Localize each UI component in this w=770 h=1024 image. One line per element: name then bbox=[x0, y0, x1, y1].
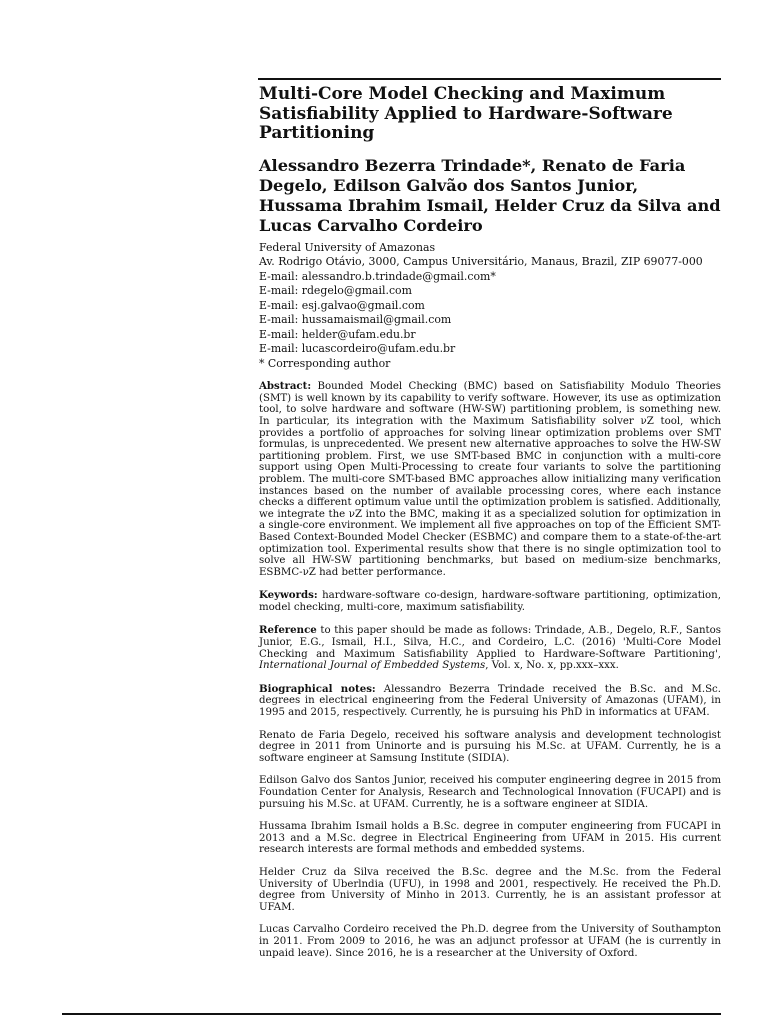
bio-label: Biographical notes: bbox=[259, 682, 376, 695]
bio-trindade-text: Alessandro Bezerra Trindade received the B.Sc. and M.Sc. degrees in electrical engineering from the Federal University of Amazonas (UFAM), in 1995 and 2015, respectively. Currently, he is pursuing his PhD in informatics at UFAM. bbox=[259, 683, 721, 719]
author-list: Alessandro Bezerra Trindade*, Renato de Faria Degelo, Edilson Galvão dos Santos Junior, Hussama Ibrahim Ismail, Helder Cruz da Silva and Lucas Carvalho Cordeiro bbox=[259, 155, 721, 236]
email-degelo: E-mail: rdegelo@gmail.com bbox=[259, 284, 412, 298]
bio-silva: Helder Cruz da Silva received the B.Sc. degree and the M.Sc. from the Federal University of Uberlndia (UFU), in 1998 and 2001, respectively. He received the Ph.D. degree from University of Minho in 2013. Currently, he is an assistant professor at UFAM. bbox=[259, 866, 721, 913]
corresponding-author-note: * Corresponding author bbox=[259, 356, 391, 370]
affiliation-address: Av. Rodrigo Otávio, 3000, Campus Universitário, Manaus, Brazil, ZIP 69077-000 bbox=[259, 255, 703, 269]
abstract-label: Abstract: bbox=[259, 380, 312, 393]
affiliation-block bbox=[259, 241, 721, 372]
reference-volume: , Vol. x, No. x, pp.xxx–xxx. bbox=[485, 660, 619, 672]
bio-galvao: Edilson Galvo dos Santos Junior, received his computer engineering degree in 2015 from Foundation Center for Analysis, Research and Technological Innovation (FUCAPI) and is pursuing his M.Sc. at UFAM. Currently, he is a software engineer at SIDIA. bbox=[259, 775, 721, 810]
paper-first-page bbox=[259, 85, 721, 959]
email-trindade: E-mail: alessandro.b.trindade@gmail.com* bbox=[259, 269, 496, 283]
email-cordeiro: E-mail: lucascordeiro@ufam.edu.br bbox=[259, 342, 456, 356]
reference-text: to this paper should be made as follows: Trindade, A.B., Degelo, R.F., Santos Junior, E.G., Ismail, H.I., Silva, H.C., and Cordeiro, L.C. (2016) 'Multi-Core Model Checking and Maximum Satisfiability Applied to Hardware-Software Partitioning', bbox=[259, 625, 721, 660]
bio-degelo: Renato de Faria Degelo, received his software analysis and development technologist degree in 2011 from Uninorte and is pursuing his M.Sc. at UFAM. Currently, he is a software engineer at Samsung Institute (SIDIA). bbox=[259, 729, 721, 764]
reference-journal: International Journal of Embedded Systems bbox=[259, 660, 486, 672]
abstract-text: Bounded Model Checking (BMC) based on Satisfiability Modulo Theories (SMT) is well known by its capability to verify software. However, its use as optimization tool, to solve hardware and software (HW-SW) partitioning problem, is something new. In particular, its integration with the Maximum Satisfiability solver νZ tool, which provides a portfolio of approaches for solving linear optimization problems over SMT formulas, is unprecedented. We present new alternative approaches to solve the HW-SW partitioning problem. First, we use SMT-based BMC in conjunction with a multi-core support using Open Multi-Processing to create four variants to solve the partitioning problem. The multi-core SMT-based BMC approaches allow initializing many verification instances based on the number of available processing cores, where each instance checks a different optimum value until the optimization problem is satisfied. Additionally, we integrate the νZ into the BMC, making it as a specialized solution for optimization in a single-core environment. We implement all five approaches on top of the Efficient SMT-Based Context-Bounded Model Checker (ESBMC) and compare them to a state-of-the-art optimization tool. Experimental results show that there is no single optimization tool to solve all HW-SW partitioning benchmarks, but based on medium-size benchmarks, ESBMC-νZ had better performance. bbox=[259, 381, 721, 578]
abstract bbox=[259, 381, 721, 578]
reference-label: Reference bbox=[259, 624, 317, 637]
affiliation-university: Federal University of Amazonas bbox=[259, 240, 436, 254]
bio-trindade bbox=[259, 684, 721, 719]
bottom-rule bbox=[62, 1013, 721, 1015]
paper-title: Multi-Core Model Checking and Maximum Satisfiability Applied to Hardware-Software Partitioning bbox=[259, 84, 673, 143]
email-galvao: E-mail: esj.galvao@gmail.com bbox=[259, 298, 425, 312]
bio-ismail: Hussama Ibrahim Ismail holds a B.Sc. degree in computer engineering from FUCAPI in 2013 and a M.Sc. degree in Electrical Engineering from UFAM in 2015. His current research interests are formal methods and embedded systems. bbox=[259, 821, 721, 856]
keywords-label: Keywords: bbox=[259, 589, 318, 602]
email-ismail: E-mail: hussamaismail@gmail.com bbox=[259, 313, 452, 327]
keywords bbox=[259, 590, 721, 613]
keywords-text: hardware-software co-design, hardware-software partitioning, optimization, model checking, multi-core, maximum satisfiability. bbox=[259, 590, 721, 613]
reference bbox=[259, 625, 721, 671]
email-silva: E-mail: helder@ufam.edu.br bbox=[259, 327, 416, 341]
bio-cordeiro: Lucas Carvalho Cordeiro received the Ph.D. degree from the University of Southampton in 2011. From 2009 to 2016, he was an adjunct professor at UFAM (he is currently in unpaid leave). Since 2016, he is a researcher at the University of Oxford. bbox=[259, 924, 721, 959]
top-rule bbox=[258, 78, 721, 80]
